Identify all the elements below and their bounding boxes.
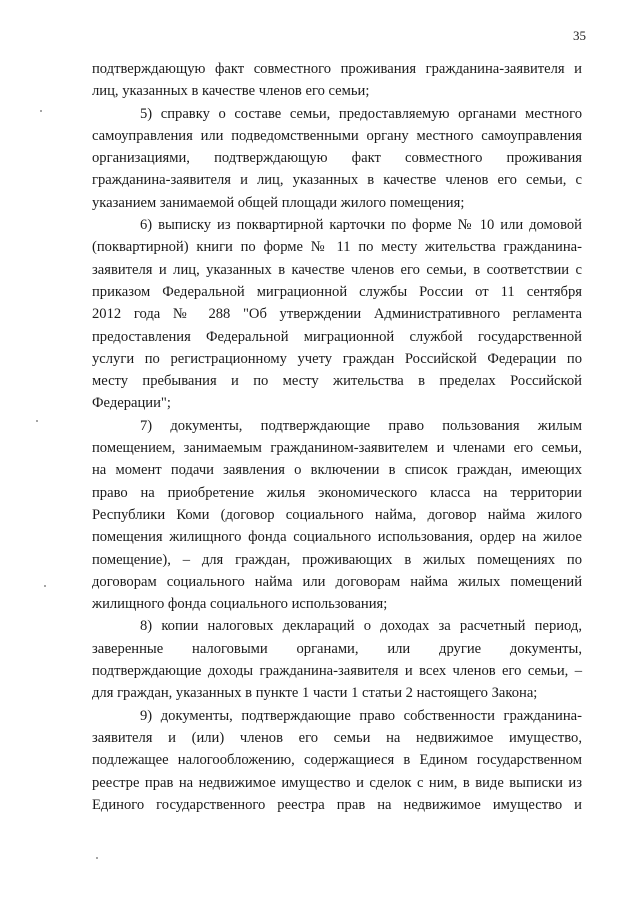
text-line: договорам социального найма или договорам найма жилых помещений <box>92 573 582 590</box>
paragraph-item-6 <box>92 214 582 415</box>
text-line: заверенные налоговыми органами, или другие документы, <box>92 640 582 657</box>
text-line: Федерации"; <box>92 395 171 412</box>
text-line: помещением, занимаемым гражданином-заявителем и членами его семьи, <box>92 440 582 457</box>
text-line: 5) справку о составе семьи, предоставляемую органами местного <box>140 105 582 122</box>
text-line: подтверждающие доходы гражданина-заявителя и всех членов его семьи, – <box>92 663 582 680</box>
paragraph-continuation <box>92 58 582 103</box>
text-line: лиц, указанных в качестве членов его семьи; <box>92 83 370 100</box>
text-line: 9) документы, подтверждающие право собственности гражданина- <box>140 707 582 724</box>
text-line: помещения жилищного фонда социального использования, ордер на жилое <box>92 529 582 546</box>
scan-speck <box>36 420 38 422</box>
text-line: приказом Федеральной миграционной службы России от 11 сентября <box>92 283 582 300</box>
text-line: заявителя и (или) членов его семьи на недвижимое имущество, <box>92 729 582 746</box>
text-line: на момент подачи заявления о включении в список граждан, имеющих <box>92 462 582 479</box>
scan-speck <box>40 110 42 112</box>
scan-speck <box>96 857 98 859</box>
text-line: организациями, подтверждающую факт совместного проживания <box>92 150 582 167</box>
text-line: заявителя и лиц, указанных в качестве членов его семьи, в соответствии с <box>92 261 582 278</box>
text-line: жилищного фонда социального использования; <box>92 596 388 613</box>
text-line: Республики Коми (договор социального найма, договор найма жилого <box>92 506 582 523</box>
text-line: услуги по регистрационному учету граждан Российской Федерации по <box>92 350 582 367</box>
text-line: (поквартирной) книги по форме № 11 по месту жительства гражданина- <box>92 239 582 256</box>
text-line: предоставления Федеральной миграционной службой государственной <box>92 328 582 345</box>
paragraph-item-5 <box>92 103 582 214</box>
text-line: 2012 года № 288 "Об утверждении Административного регламента <box>92 306 582 323</box>
text-line: самоуправления или подведомственными органу местного самоуправления <box>92 127 582 144</box>
paragraph-item-9 <box>92 705 582 816</box>
scan-speck <box>44 585 46 587</box>
paragraph-item-7 <box>92 415 582 616</box>
text-line: 6) выписку из поквартирной карточки по форме № 10 или домовой <box>140 217 582 234</box>
text-line: право на приобретение жилья экономического класса на территории <box>92 484 582 501</box>
text-line: гражданина-заявителя и лиц, указанных в качестве членов его семьи, с <box>92 172 582 189</box>
text-line: реестре прав на недвижимое имущество и сделок с ним, в виде выписки из <box>92 774 582 791</box>
text-line: для граждан, указанных в пункте 1 части 1 статьи 2 настоящего Закона; <box>92 685 538 702</box>
text-line: подтверждающую факт совместного проживания гражданина-заявителя и <box>92 61 582 77</box>
text-line: месту пребывания и по месту жительства в пределах Российской <box>92 373 582 390</box>
document-body <box>92 58 582 816</box>
paragraph-item-8 <box>92 615 582 704</box>
text-line: помещение), – для граждан, проживающих в жилых помещениях по <box>92 551 582 568</box>
page-number: 35 <box>573 28 586 43</box>
text-line: указанием занимаемой общей площади жилого помещения; <box>92 194 465 211</box>
text-line: 7) документы, подтверждающие право пользования жилым <box>140 417 582 434</box>
text-line: Единого государственного реестра прав на недвижимое имущество и <box>92 796 582 813</box>
text-line: подлежащее налогообложению, содержащиеся в Едином государственном <box>92 752 582 769</box>
text-line: 8) копии налоговых деклараций о доходах за расчетный период, <box>140 618 582 635</box>
